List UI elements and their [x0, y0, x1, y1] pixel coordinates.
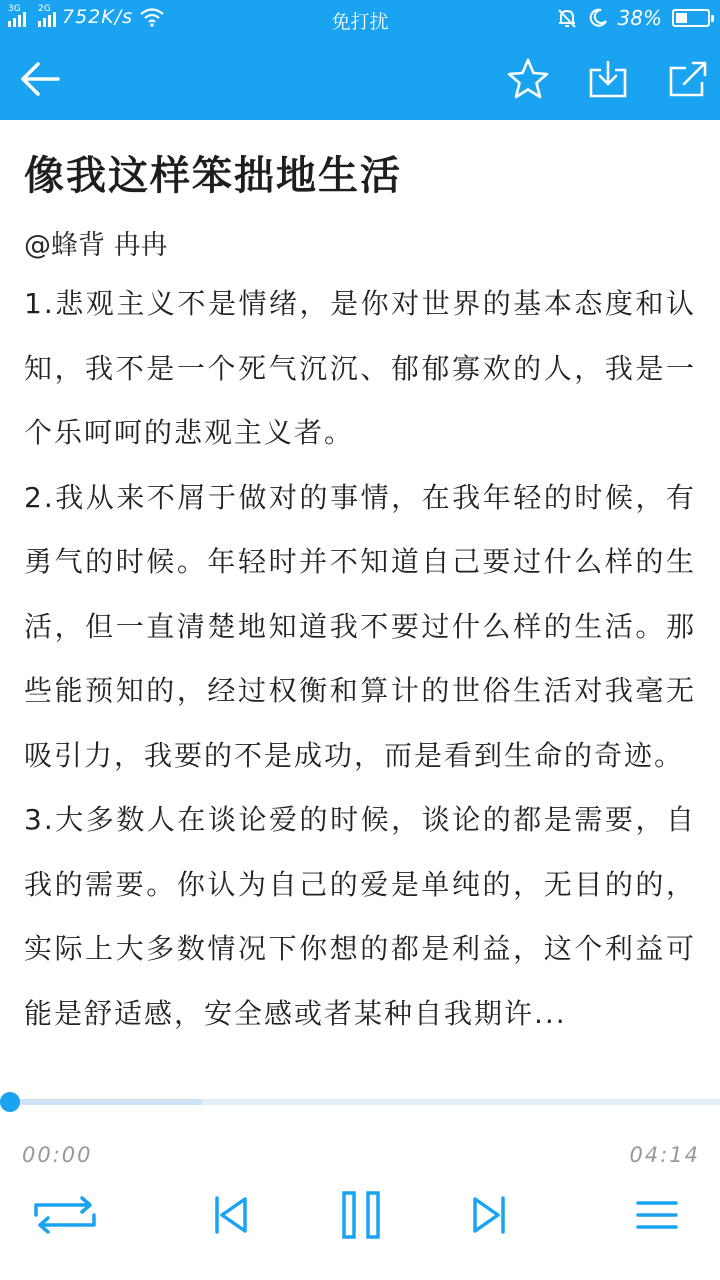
- moon-icon: [588, 8, 608, 28]
- wifi-icon: [139, 7, 165, 27]
- download-button[interactable]: [568, 38, 648, 120]
- next-button[interactable]: [444, 1170, 534, 1260]
- current-time: 00:00: [22, 1143, 93, 1167]
- article-title: 像我这样笨拙地生活: [24, 152, 402, 199]
- bell-off-icon: [556, 7, 578, 29]
- share-icon: [668, 60, 708, 98]
- network-type-1: 3G: [8, 4, 21, 14]
- battery-icon: [672, 9, 710, 27]
- arrow-left-icon: [20, 61, 60, 97]
- play-pause-button[interactable]: [316, 1170, 406, 1260]
- playlist-button[interactable]: [612, 1170, 702, 1260]
- previous-button[interactable]: [186, 1170, 276, 1260]
- progress-bar[interactable]: [0, 1094, 720, 1110]
- pause-icon: [341, 1190, 381, 1240]
- article-author: @蜂背 冉冉: [24, 230, 168, 261]
- battery-percent: 38%: [617, 6, 662, 30]
- download-icon: [588, 59, 628, 99]
- share-button[interactable]: [648, 38, 720, 120]
- skip-next-icon: [471, 1195, 507, 1235]
- app-bar: [0, 38, 720, 120]
- repeat-button[interactable]: [20, 1170, 110, 1260]
- status-left: [8, 6, 165, 28]
- status-right: [556, 6, 710, 30]
- network-speed: 752K/s: [62, 6, 134, 28]
- paragraph-3: 3.大多数人在谈论爱的时候，谈论的都是需要，自我的需要。你认为自己的爱是单纯的，无目的的，实际上大多数情况下你想的都是利益，这个利益可能是舒适感，安全感或者某种自我期许...: [24, 803, 696, 1030]
- duration-time: 04:14: [629, 1143, 700, 1167]
- signal-icon-2: [38, 4, 56, 27]
- star-icon: [506, 58, 550, 100]
- network-type-2: 2G: [38, 4, 51, 14]
- favorite-button[interactable]: [488, 38, 568, 120]
- do-not-disturb-label: 免打扰: [331, 11, 389, 33]
- paragraph-2: 2.我从来不屑于做对的事情，在我年轻的时候，有勇气的时候。年轻时并不知道自己要过什么样的生活，但一直清楚地知道我不要过什么样的生活。那些能预知的，经过权衡和算计的世俗生活对我毫无吸引力，我要的不是成功，而是看到生命的奇迹。: [24, 480, 696, 772]
- repeat-icon: [32, 1195, 98, 1235]
- back-button[interactable]: [0, 38, 80, 120]
- status-bar: [0, 0, 720, 38]
- progress-knob[interactable]: [0, 1092, 20, 1112]
- playlist-icon: [636, 1199, 678, 1231]
- buffer-bar: [0, 1099, 202, 1105]
- skip-previous-icon: [213, 1195, 249, 1235]
- paragraph-1: 1.悲观主义不是情绪，是你对世界的基本态度和认知，我不是一个死气沉沉、郁郁寡欢的人，我是一个乐呵呵的悲观主义者。: [24, 287, 696, 449]
- player-controls: [0, 1170, 720, 1260]
- article-body: [24, 272, 696, 1046]
- battery-level: [676, 13, 687, 23]
- article-content: [24, 120, 696, 1095]
- signal-icon-1: [8, 4, 26, 27]
